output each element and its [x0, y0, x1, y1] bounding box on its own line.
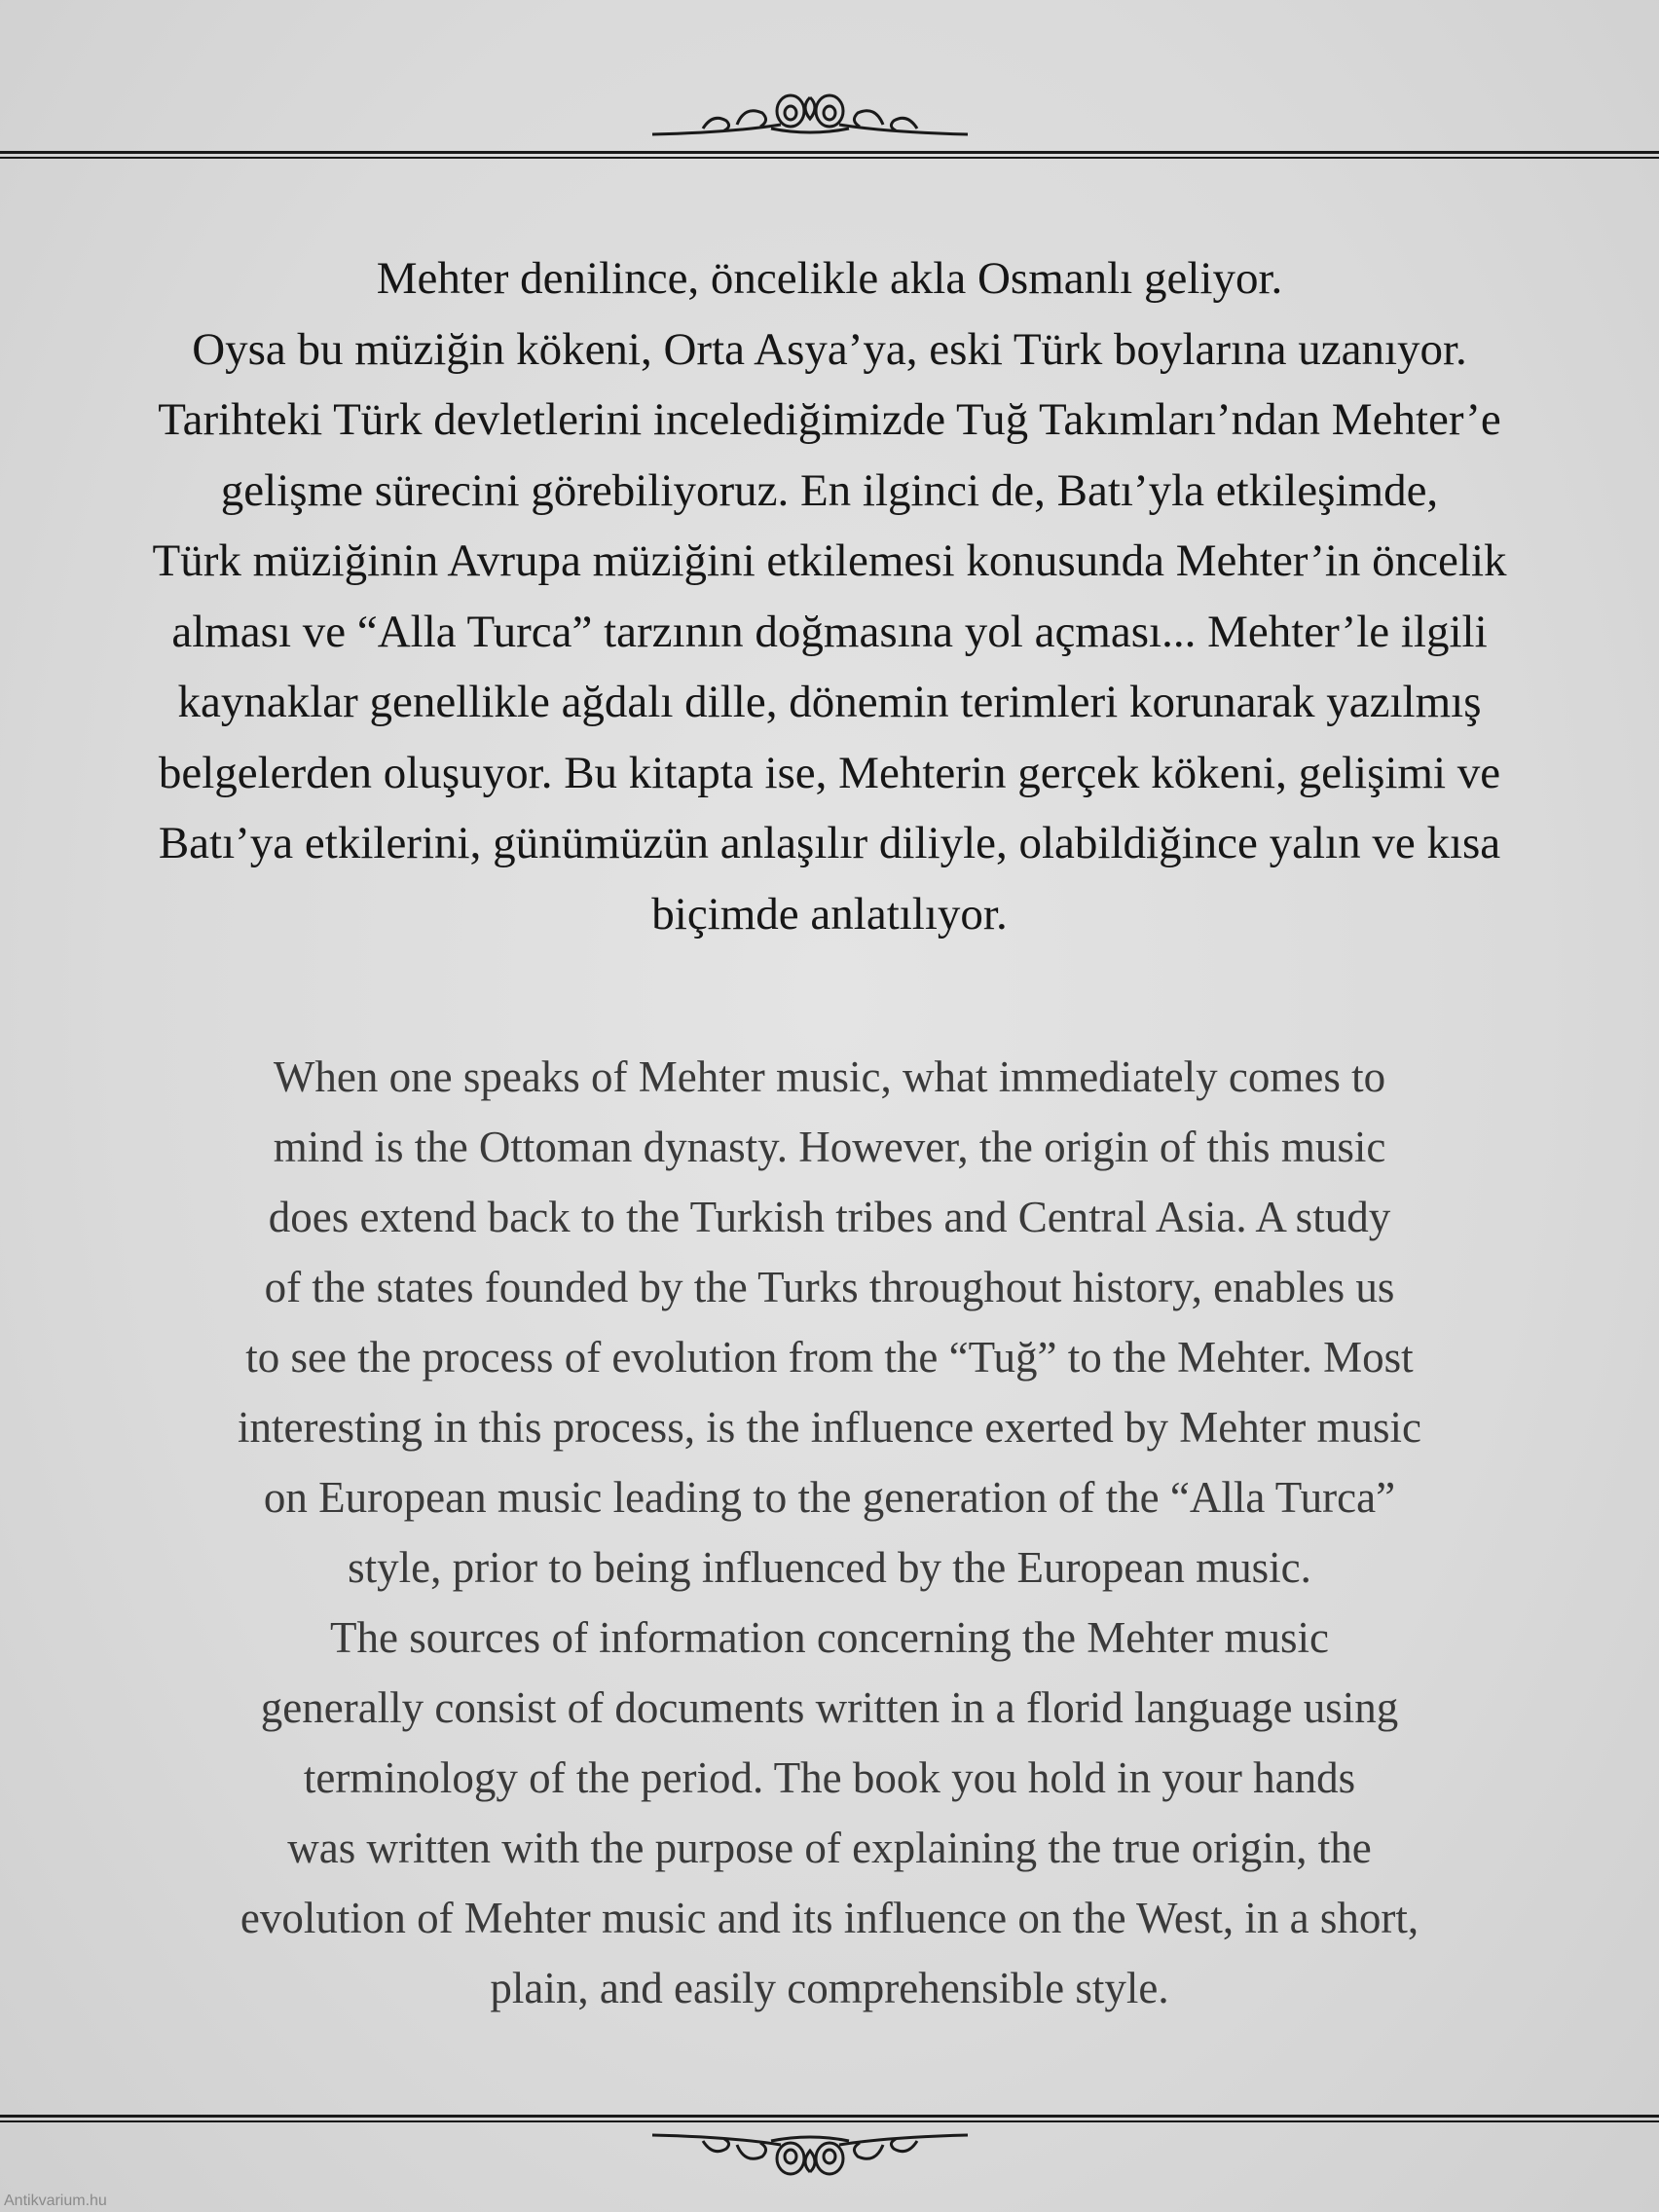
text-line: alması ve “Alla Turca” tarzının doğmasına yol açması... Mehter’le ilgili — [171, 606, 1488, 657]
text-line: The sources of information concerning the Mehter music — [330, 1613, 1329, 1662]
text-line: plain, and easily comprehensible style. — [490, 1964, 1169, 2012]
watermark: Antikvarium.hu — [4, 2193, 107, 2209]
top-divider — [0, 151, 1659, 159]
text-line: Türk müziğinin Avrupa müziğini etkilemesi konusunda Mehter’in öncelik — [152, 535, 1507, 586]
text-line: generally consist of documents written in a florid language using — [260, 1683, 1399, 1732]
text-line: does extend back to the Turkish tribes and Central Asia. A study — [268, 1193, 1391, 1241]
text-line: of the states founded by the Turks throughout history, enables us — [264, 1263, 1395, 1311]
text-line: Tarihteki Türk devletlerini incelediğimizde Tuğ Takımları’ndan Mehter’e — [158, 394, 1501, 445]
text-line: terminology of the period. The book you hold in your hands — [303, 1753, 1356, 1802]
turkish-paragraph — [39, 243, 1620, 949]
text-line: on European music leading to the generation of the “Alla Turca” — [263, 1473, 1396, 1522]
top-ornament-icon — [645, 86, 976, 144]
text-line: interesting in this process, is the influence exerted by Mehter music — [238, 1403, 1421, 1452]
text-line: gelişme sürecini görebiliyoruz. En ilginci de, Batı’yla etkileşimde, — [220, 464, 1439, 516]
text-line: biçimde anlatılıyor. — [651, 888, 1008, 940]
text-line: style, prior to being influenced by the European music. — [348, 1543, 1311, 1592]
bottom-divider — [0, 2115, 1659, 2122]
text-line: to see the process of evolution from the “Tuğ” to the Mehter. Most — [245, 1333, 1414, 1382]
text-line: Mehter denilince, öncelikle akla Osmanlı geliyor. — [376, 253, 1283, 304]
text-line: When one speaks of Mehter music, what immediately comes to — [273, 1052, 1386, 1101]
bottom-ornament-icon — [645, 2125, 976, 2184]
text-line: Batı’ya etkilerini, günümüzün anlaşılır diliyle, olabildiğince yalın ve kısa — [158, 818, 1501, 868]
text-line: was written with the purpose of explaining the true origin, the — [287, 1824, 1372, 1872]
text-line: evolution of Mehter music and its influence on the West, in a short, — [240, 1894, 1419, 1942]
text-line: Oysa bu müziğin kökeni, Orta Asya’ya, eski Türk boylarına uzanıyor. — [192, 323, 1467, 375]
english-paragraph — [39, 1042, 1620, 2023]
text-line: mind is the Ottoman dynasty. However, the origin of this music — [273, 1123, 1386, 1171]
text-line: kaynaklar genellikle ağdalı dille, dönemin terimleri korunarak yazılmış — [177, 677, 1482, 727]
text-line: belgelerden oluşuyor. Bu kitapta ise, Mehterin gerçek kökeni, gelişimi ve — [158, 747, 1501, 798]
